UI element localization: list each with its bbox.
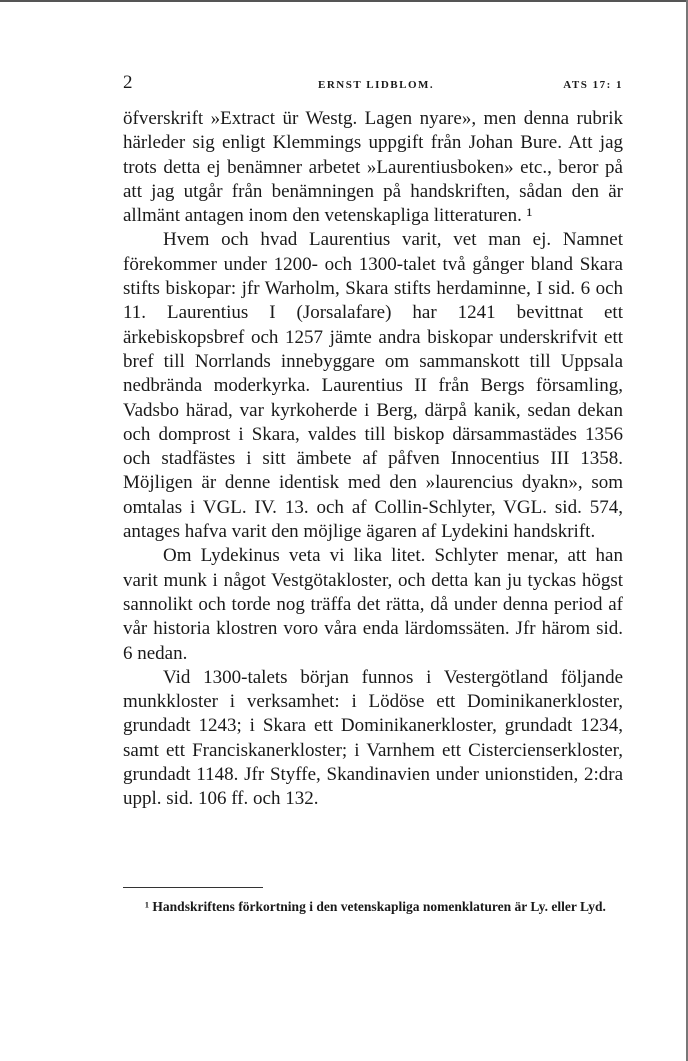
running-head-author: ERNST LIDBLOM. xyxy=(318,79,435,91)
running-head xyxy=(123,72,623,94)
footnote-rule xyxy=(123,887,263,888)
body-text xyxy=(123,107,623,812)
paragraph-4: Vid 1300-talets början funnos i Vestergötland följande munkkloster i verksamhet: i Lödöse ett Dominikanerkloster, grundadt 1243; i Skara ett Dominikanerkloster, grundadt 1234, samt ett Franciskanerkloster; i Varnhem ett Cistercienserkloster, grundadt 1148. Jfr Styffe, Skandinavien under unionstiden, 2:dra uppl. sid. 106 ff. och 132. xyxy=(123,666,623,810)
footnote: ¹ Handskriftens förkortning i den vetenskapliga nomenklaturen är Ly. eller Lyd. xyxy=(145,899,606,914)
top-edge-rule xyxy=(0,0,688,2)
paragraph-1: öfverskrift »Extract ür Westg. Lagen nyare», men denna rubrik härleder sig enligt Klemmings uppgift från Johan Bure. Att jag trots detta ej benämner arbetet »Laurentiusboken» etc., beror på att jag utgår från benämningen på handskriften, sådan den är allmänt antagen inom den vetenskapliga litteraturen. ¹ xyxy=(123,108,623,227)
paragraph-2: Hvem och hvad Laurentius varit, vet man ej. Namnet förekommer under 1200- och 1300-talet två gånger bland Skara stifts biskopar: jfr Warholm, Skara stifts herdaminne, I sid. 6 och 11. Laurentius I (Jorsalafare) har 1241 bevittnat ett ärkebiskopsbref och 1257 jämte andra biskopar underskrifvit ett bref till Norrlands innebyggare om sammanskott till Uppsala nedbrända moderkyrka. Laurentius II från Bergs församling, Vadsbo härad, var kyrkoherde i Berg, därpå kanik, sedan dekan och domprost i Skara, valdes till biskop därsammastädes 1356 och stadfästes i sitt ämbete af påfven Innocentius III 1358. Möjligen är denne identisk med den »laurencius dyakn», som omtalas i VGL. IV. 13. och af Collin-Schlyter, VGL. sid. 574, antages hafva varit den möjlige ägaren af Lydekini handskrift. xyxy=(123,229,623,543)
page-number: 2 xyxy=(123,72,133,93)
paragraph-3: Om Lydekinus veta vi lika litet. Schlyter menar, att han varit munk i något Vestgötakloster, och detta kan ju tyckas högst sannolikt och torde nog träffa det rätta, då under denna period af vår historia klostren voro våra enda lärdomssäten. Jfr härom sid. 6 nedan. xyxy=(123,545,623,664)
running-head-series: ATS 17: 1 xyxy=(563,79,623,91)
